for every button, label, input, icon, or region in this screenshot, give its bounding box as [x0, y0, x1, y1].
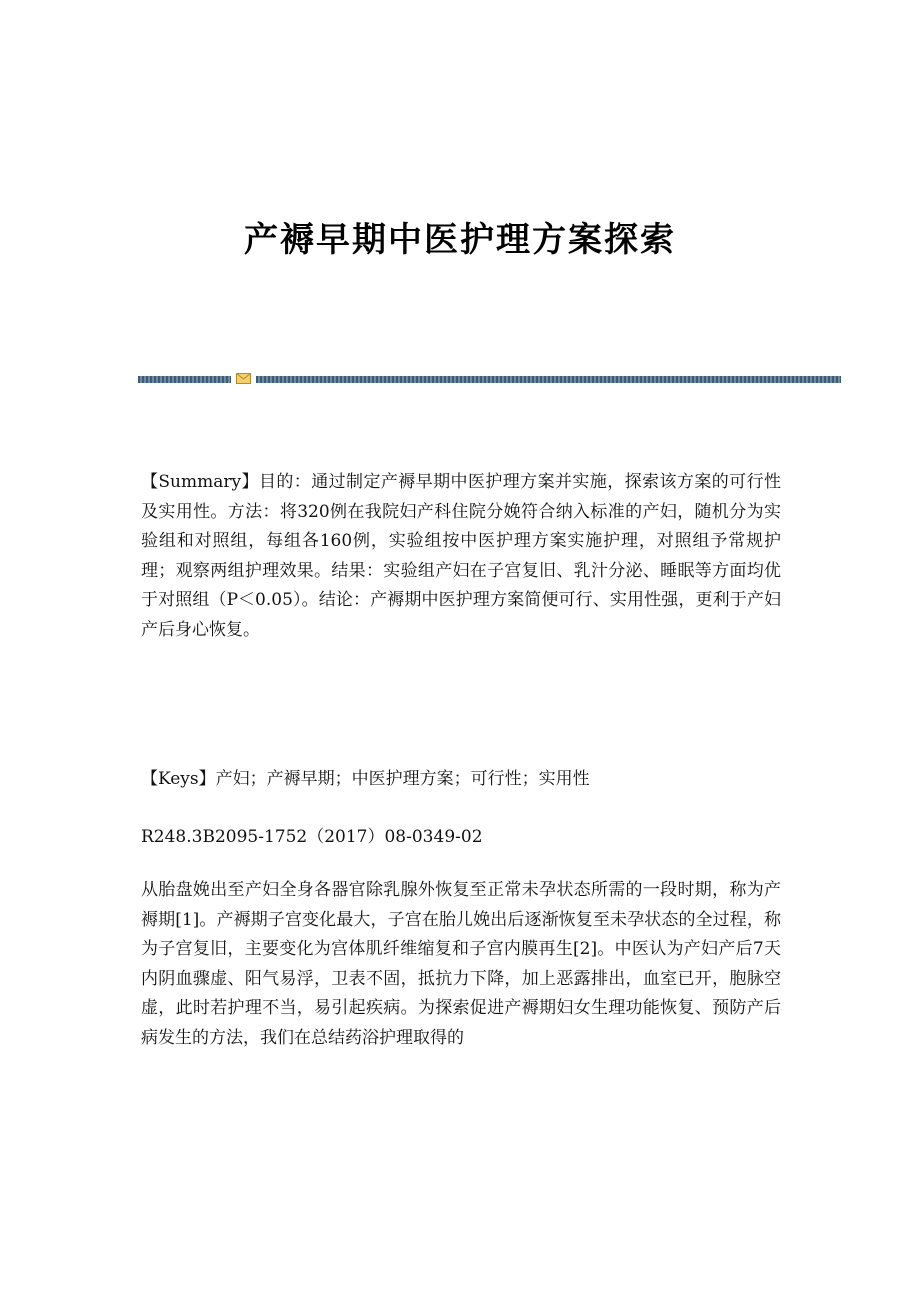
document-title: 产褥早期中医护理方案探索 [244, 220, 676, 260]
keywords-paragraph [141, 765, 781, 795]
summary-label: 【Summary】 [141, 472, 259, 492]
section-divider [138, 372, 841, 386]
summary-paragraph [141, 468, 781, 645]
keywords-label: 【Keys】 [141, 769, 216, 789]
body-paragraph: 从胎盘娩出至产妇全身各器官除乳腺外恢复至正常未孕状态所需的一段时期，称为产褥期[1]。产褥期子宫变化最大，子宫在胎儿娩出后逐渐恢复至未孕状态的全过程，称为子宫复旧，主要变化为宫体肌纤维缩复和子宫内膜再生[2]。中医认为产妇产后7天内阴血骤虚、阳气易浮，卫表不固，抵抗力下降，加上恶露排出，血室已开，胞脉空虚，此时若护理不当，易引起疾病。为探索促进产褥期妇女生理功能恢复、预防产后病发生的方法，我们在总结药浴护理取得的 [141, 880, 781, 1048]
divider-bar-right [256, 376, 841, 383]
classification-code: R248.3B2095-1752（2017）08-0349-02 [141, 827, 483, 847]
envelope-icon [236, 373, 251, 384]
keywords-text: 产妇；产褥早期；中医护理方案；可行性；实用性 [215, 769, 590, 789]
divider-bar-left [138, 376, 231, 383]
summary-text: 目的：通过制定产褥早期中医护理方案并实施，探索该方案的可行性及实用性。方法：将320例在我院妇产科住院分娩符合纳入标准的产妇，随机分为实验组和对照组，每组各160例，实验组按中医护理方案实施护理，对照组予常规护理；观察两组护理效果。结果：实验组产妇在子宫复旧、乳汁分泌、睡眠等方面均优于对照组（P＜0.05）。结论：产褥期中医护理方案简便可行、实用性强，更利于产妇产后身心恢复。 [141, 472, 782, 640]
